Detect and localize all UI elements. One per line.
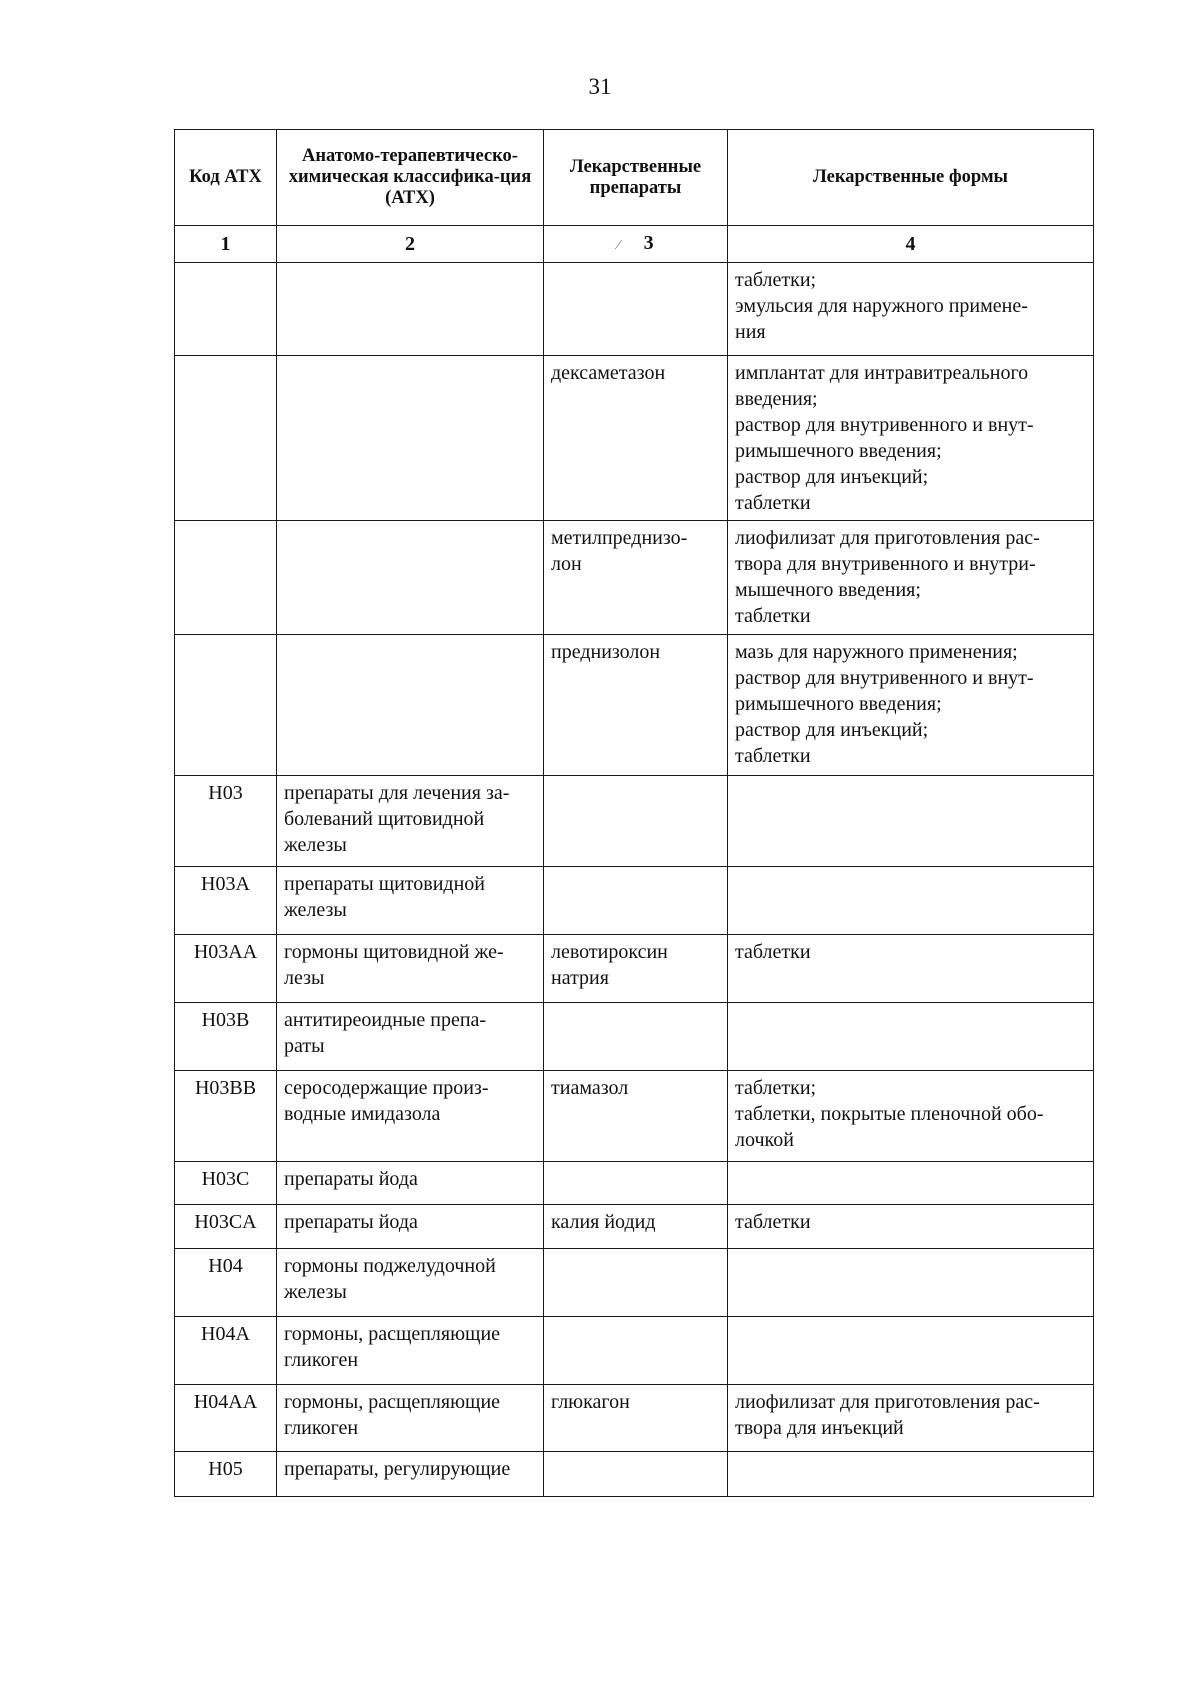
cell-dosage-forms-line: эмульсия для наружного примене- bbox=[735, 295, 1028, 317]
cell-dosage-forms-line: таблетки; bbox=[735, 1077, 817, 1099]
header-drugs: Лекарственные препараты bbox=[544, 130, 728, 226]
cell-atx-code bbox=[175, 1205, 277, 1249]
cell-classification-line: гормоны, расщепляющие bbox=[284, 1323, 501, 1345]
cell-dosage-forms-line: лочкой bbox=[735, 1129, 794, 1151]
cell-dosage-forms bbox=[728, 1385, 1094, 1452]
cell-atx-code bbox=[175, 1071, 277, 1162]
cell-atx-code bbox=[175, 867, 277, 935]
cell-classification bbox=[277, 776, 544, 867]
cell-classification-line: серосодержащие произ- bbox=[284, 1077, 489, 1099]
cell-drug-line: метилпреднизо- bbox=[551, 527, 688, 549]
page-number: 31 bbox=[588, 74, 612, 99]
cell-drug-line: левотироксин bbox=[551, 941, 668, 963]
cell-classification-line: лезы bbox=[284, 967, 325, 989]
cell-atx-code bbox=[175, 1003, 277, 1071]
cell-classification-line: гормоны поджелудочной bbox=[284, 1255, 496, 1277]
cell-drug bbox=[544, 1385, 728, 1452]
cell-drug-line: натрия bbox=[551, 967, 609, 989]
cell-dosage-forms bbox=[728, 635, 1094, 776]
atx-code-text: H03C bbox=[201, 1168, 250, 1190]
cell-atx-code bbox=[175, 935, 277, 1003]
table-row bbox=[175, 1162, 1094, 1205]
cell-classification bbox=[277, 1249, 544, 1317]
table-row bbox=[175, 1317, 1094, 1385]
table-row bbox=[175, 1003, 1094, 1071]
cell-classification-line: препараты йода bbox=[284, 1211, 418, 1233]
table-row bbox=[175, 867, 1094, 935]
cell-drug-line: дексаметазон bbox=[551, 362, 666, 384]
atx-code-text: H04 bbox=[208, 1255, 243, 1277]
column-number-text: 3 bbox=[643, 231, 654, 254]
cell-atx-code bbox=[175, 635, 277, 776]
cell-classification-line: железы bbox=[284, 834, 347, 856]
cell-classification bbox=[277, 356, 544, 521]
table-row bbox=[175, 1452, 1094, 1497]
cell-classification-line: гормоны, расщепляющие bbox=[284, 1391, 501, 1413]
cell-dosage-forms-line: таблетки bbox=[735, 745, 811, 767]
cell-classification bbox=[277, 263, 544, 356]
cell-drug bbox=[544, 1452, 728, 1497]
table-row bbox=[175, 356, 1094, 521]
cell-classification-line: гликоген bbox=[284, 1349, 359, 1371]
cell-drug bbox=[544, 263, 728, 356]
cell-dosage-forms-line: мазь для наружного применения; bbox=[735, 641, 1018, 663]
cell-dosage-forms-line: раствор для инъекций; bbox=[735, 719, 929, 741]
cell-dosage-forms bbox=[728, 1205, 1094, 1249]
cell-classification-line: гликоген bbox=[284, 1417, 359, 1439]
column-number: 2 bbox=[277, 226, 544, 263]
cell-atx-code bbox=[175, 1317, 277, 1385]
atx-code-text: H03BB bbox=[194, 1077, 257, 1099]
header-atx-code: Код АТХ bbox=[175, 130, 277, 226]
cell-classification bbox=[277, 1071, 544, 1162]
cell-classification bbox=[277, 935, 544, 1003]
header-dosage-forms: Лекарственные формы bbox=[728, 130, 1094, 226]
cell-dosage-forms-line: римышечного введения; bbox=[735, 440, 942, 462]
cell-atx-code bbox=[175, 1162, 277, 1205]
cell-classification-line: антитиреоидные препа- bbox=[284, 1009, 487, 1031]
cell-classification-line: препараты для лечения за- bbox=[284, 782, 510, 804]
cell-dosage-forms-line: раствор для инъекций; bbox=[735, 466, 929, 488]
atx-code-text: H05 bbox=[208, 1458, 243, 1480]
atx-table bbox=[174, 129, 1094, 1497]
table-row bbox=[175, 935, 1094, 1003]
cell-dosage-forms-line: римышечного введения; bbox=[735, 693, 942, 715]
header-row bbox=[175, 130, 1094, 226]
column-number: 1 bbox=[175, 226, 277, 263]
cell-classification-line: препараты, регулирующие bbox=[284, 1458, 511, 1480]
cell-dosage-forms bbox=[728, 1249, 1094, 1317]
cell-drug bbox=[544, 1317, 728, 1385]
cell-classification bbox=[277, 1385, 544, 1452]
cell-dosage-forms-line: таблетки bbox=[735, 1211, 811, 1233]
header-classification: Анатомо-терапевтическо-химическая классифика-ция (АТХ) bbox=[277, 130, 544, 226]
cell-drug bbox=[544, 1162, 728, 1205]
cell-drug bbox=[544, 1071, 728, 1162]
cell-drug-line: калия йодид bbox=[551, 1211, 656, 1233]
cell-dosage-forms-line: твора для инъекций bbox=[735, 1417, 904, 1439]
cell-dosage-forms bbox=[728, 776, 1094, 867]
cell-atx-code bbox=[175, 1452, 277, 1497]
cell-dosage-forms bbox=[728, 1162, 1094, 1205]
cell-dosage-forms-line: лиофилизат для приготовления рас- bbox=[735, 1391, 1040, 1413]
cell-dosage-forms-line: лиофилизат для приготовления рас- bbox=[735, 527, 1040, 549]
cell-dosage-forms bbox=[728, 1452, 1094, 1497]
cell-dosage-forms-line: имплантат для интравитреального bbox=[735, 362, 1029, 384]
cell-dosage-forms-line: мышечного введения; bbox=[735, 579, 921, 601]
cell-drug-line: преднизолон bbox=[551, 641, 661, 663]
cell-dosage-forms bbox=[728, 356, 1094, 521]
cell-drug bbox=[544, 1003, 728, 1071]
atx-code-text: H03AA bbox=[193, 941, 258, 963]
cell-classification bbox=[277, 867, 544, 935]
cell-drug-line: тиамазол bbox=[551, 1077, 629, 1099]
atx-code-text: H03CA bbox=[194, 1211, 257, 1233]
cell-dosage-forms bbox=[728, 867, 1094, 935]
table-row bbox=[175, 776, 1094, 867]
cell-classification-line: раты bbox=[284, 1035, 325, 1057]
column-number: 4 bbox=[728, 226, 1094, 263]
cell-atx-code bbox=[175, 263, 277, 356]
cell-dosage-forms bbox=[728, 521, 1094, 635]
cell-dosage-forms bbox=[728, 1003, 1094, 1071]
cell-dosage-forms bbox=[728, 263, 1094, 356]
cell-drug bbox=[544, 635, 728, 776]
atx-code-text: H03 bbox=[208, 782, 243, 804]
cell-classification bbox=[277, 1162, 544, 1205]
cell-atx-code bbox=[175, 356, 277, 521]
cell-drug bbox=[544, 867, 728, 935]
cell-dosage-forms-line: таблетки, покрытые пленочной обо- bbox=[735, 1103, 1044, 1125]
cell-dosage-forms bbox=[728, 935, 1094, 1003]
cell-classification bbox=[277, 1205, 544, 1249]
table-row bbox=[175, 1205, 1094, 1249]
cell-drug bbox=[544, 1205, 728, 1249]
cell-dosage-forms bbox=[728, 1071, 1094, 1162]
cell-dosage-forms-line: ния bbox=[735, 321, 766, 343]
cell-drug-line: лон bbox=[551, 553, 582, 575]
column-number bbox=[544, 226, 728, 263]
cell-classification-line: водные имидазола bbox=[284, 1103, 441, 1125]
cell-dosage-forms bbox=[728, 1317, 1094, 1385]
atx-code-text: H03B bbox=[201, 1009, 250, 1031]
pen-mark: ⁄ bbox=[617, 237, 620, 253]
cell-classification-line: болеваний щитовидной bbox=[284, 808, 485, 830]
cell-dosage-forms-line: таблетки bbox=[735, 605, 811, 627]
table-row bbox=[175, 521, 1094, 635]
table-row bbox=[175, 1385, 1094, 1452]
cell-drug bbox=[544, 521, 728, 635]
cell-classification-line: препараты щитовидной bbox=[284, 873, 486, 895]
cell-dosage-forms-line: таблетки bbox=[735, 941, 811, 963]
atx-code-text: H04AA bbox=[193, 1391, 258, 1413]
cell-classification bbox=[277, 1317, 544, 1385]
cell-classification-line: железы bbox=[284, 899, 347, 921]
cell-classification bbox=[277, 635, 544, 776]
cell-atx-code bbox=[175, 1385, 277, 1452]
cell-dosage-forms-line: таблетки; bbox=[735, 269, 817, 291]
table-row bbox=[175, 635, 1094, 776]
cell-classification-line: железы bbox=[284, 1281, 347, 1303]
cell-classification-line: препараты йода bbox=[284, 1168, 418, 1190]
cell-atx-code bbox=[175, 1249, 277, 1317]
cell-dosage-forms-line: раствор для внутривенного и внут- bbox=[735, 667, 1034, 689]
cell-atx-code bbox=[175, 521, 277, 635]
atx-code-text: H03A bbox=[201, 873, 250, 895]
table-row bbox=[175, 1249, 1094, 1317]
cell-drug bbox=[544, 1249, 728, 1317]
cell-drug bbox=[544, 356, 728, 521]
cell-classification-line: гормоны щитовидной же- bbox=[284, 941, 504, 963]
atx-code-text: H04A bbox=[201, 1323, 250, 1345]
cell-dosage-forms-line: введения; bbox=[735, 388, 818, 410]
cell-dosage-forms-line: твора для внутривенного и внутри- bbox=[735, 553, 1036, 575]
cell-drug-line: глюкагон bbox=[551, 1391, 630, 1413]
table-row bbox=[175, 1071, 1094, 1162]
cell-atx-code bbox=[175, 776, 277, 867]
table-body bbox=[175, 263, 1094, 1497]
cell-dosage-forms-line: таблетки bbox=[735, 492, 811, 514]
cell-classification bbox=[277, 1452, 544, 1497]
cell-drug bbox=[544, 935, 728, 1003]
cell-classification bbox=[277, 1003, 544, 1071]
cell-drug bbox=[544, 776, 728, 867]
cell-dosage-forms-line: раствор для внутривенного и внут- bbox=[735, 414, 1034, 436]
column-number-row bbox=[175, 226, 1094, 263]
table-row bbox=[175, 263, 1094, 356]
cell-classification bbox=[277, 521, 544, 635]
